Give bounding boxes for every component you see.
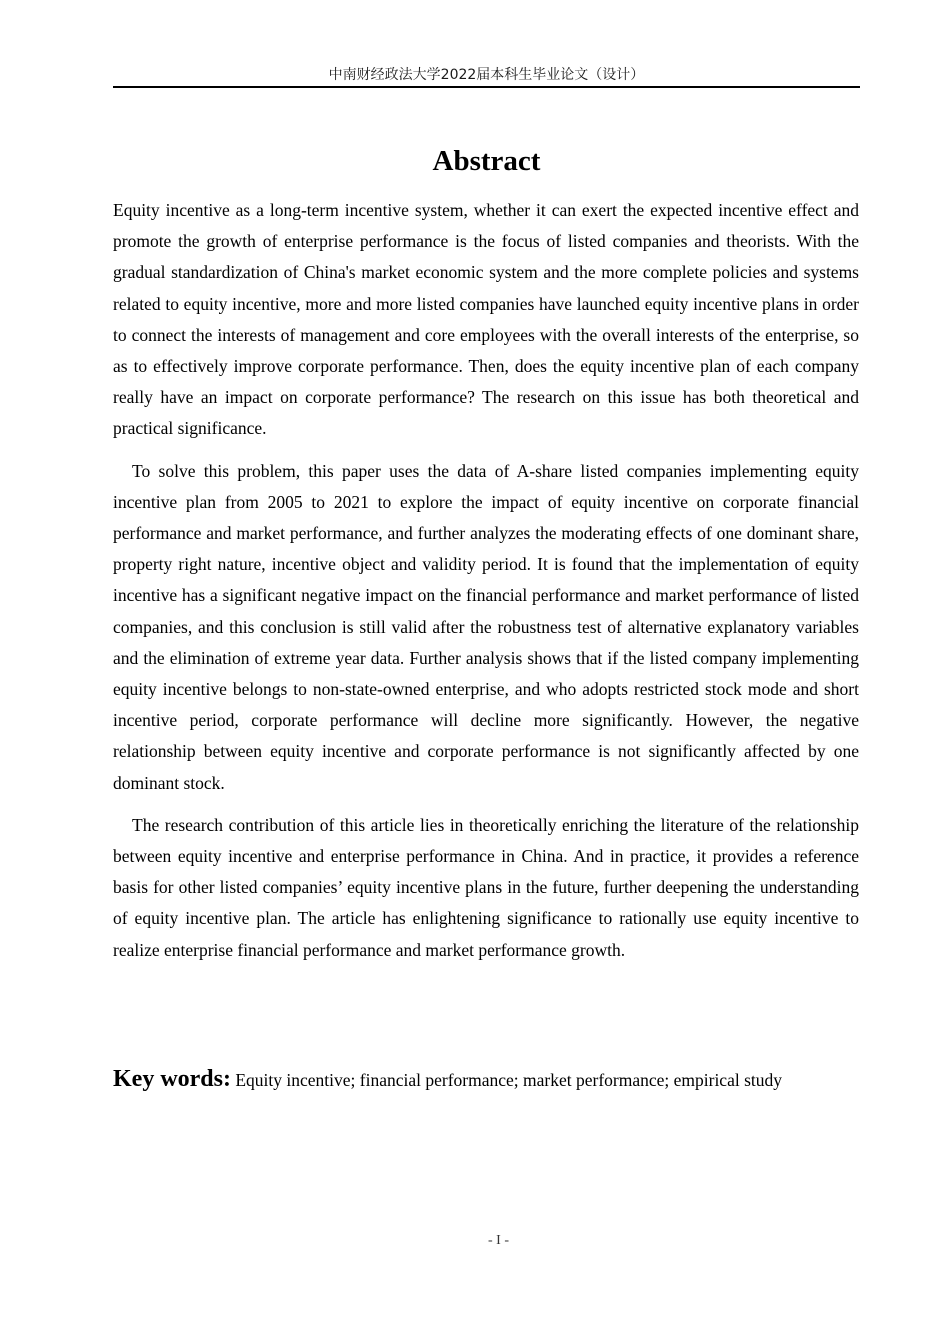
abstract-body — [113, 195, 859, 977]
abstract-title: Abstract — [432, 145, 541, 177]
page-number: - I - — [488, 1233, 509, 1248]
header-rule — [113, 86, 860, 88]
keywords-text: Equity incentive; financial performance; market performance; empirical study — [235, 1070, 783, 1090]
keywords-line — [113, 1062, 860, 1097]
keywords-label: Key words: — [113, 1066, 231, 1092]
running-header: 中南财经政法大学2022届本科生毕业论文（设计） — [328, 67, 645, 83]
abstract-paragraph-1: Equity incentive as a long-term incentive system, whether it can exert the expected incentive effect and promote the growth of enterprise performance is the focus of listed companies and theorists. With the gradual standardization of China's market economic system and the more complete policies and systems related to equity incentive, more and more listed companies have launched equity incentive plans in order to connect the interests of management and core employees with the overall interests of the enterprise, so as to effectively improve corporate performance. Then, does the equity incentive plan of each company really have an impact on corporate performance? The research on this issue has both theoretical and practical significance. — [113, 200, 859, 439]
abstract-paragraph-3: The research contribution of this article lies in theoretically enriching the literature of the relationship between equity incentive and enterprise performance in China. And in practice, it provides a reference basis for other listed companies’ equity incentive plans in the future, further deepening the understanding of equity incentive plan. The article has enlightening significance to rationally use equity incentive to realize enterprise financial performance and market performance growth. — [113, 814, 859, 960]
abstract-paragraph-2: To solve this problem, this paper uses the data of A-share listed companies implementing equity incentive plan from 2005 to 2021 to explore the impact of equity incentive on corporate financial performance and market performance, and further analyzes the moderating effects of one dominant share, property right nature, incentive object and validity period. It is found that the implementation of equity incentive has a significant negative impact on the financial performance and market performance of listed companies, and this conclusion is still valid after the robustness test of alternative explanatory variables and the elimination of extreme year data. Further analysis shows that if the listed company implementing equity incentive belongs to non-state-owned enterprise, and who adopts restricted stock mode and short incentive period, corporate performance will decline more significantly. However, the negative relationship between equity incentive and corporate performance is not significantly affected by one dominant stock. — [113, 460, 859, 793]
